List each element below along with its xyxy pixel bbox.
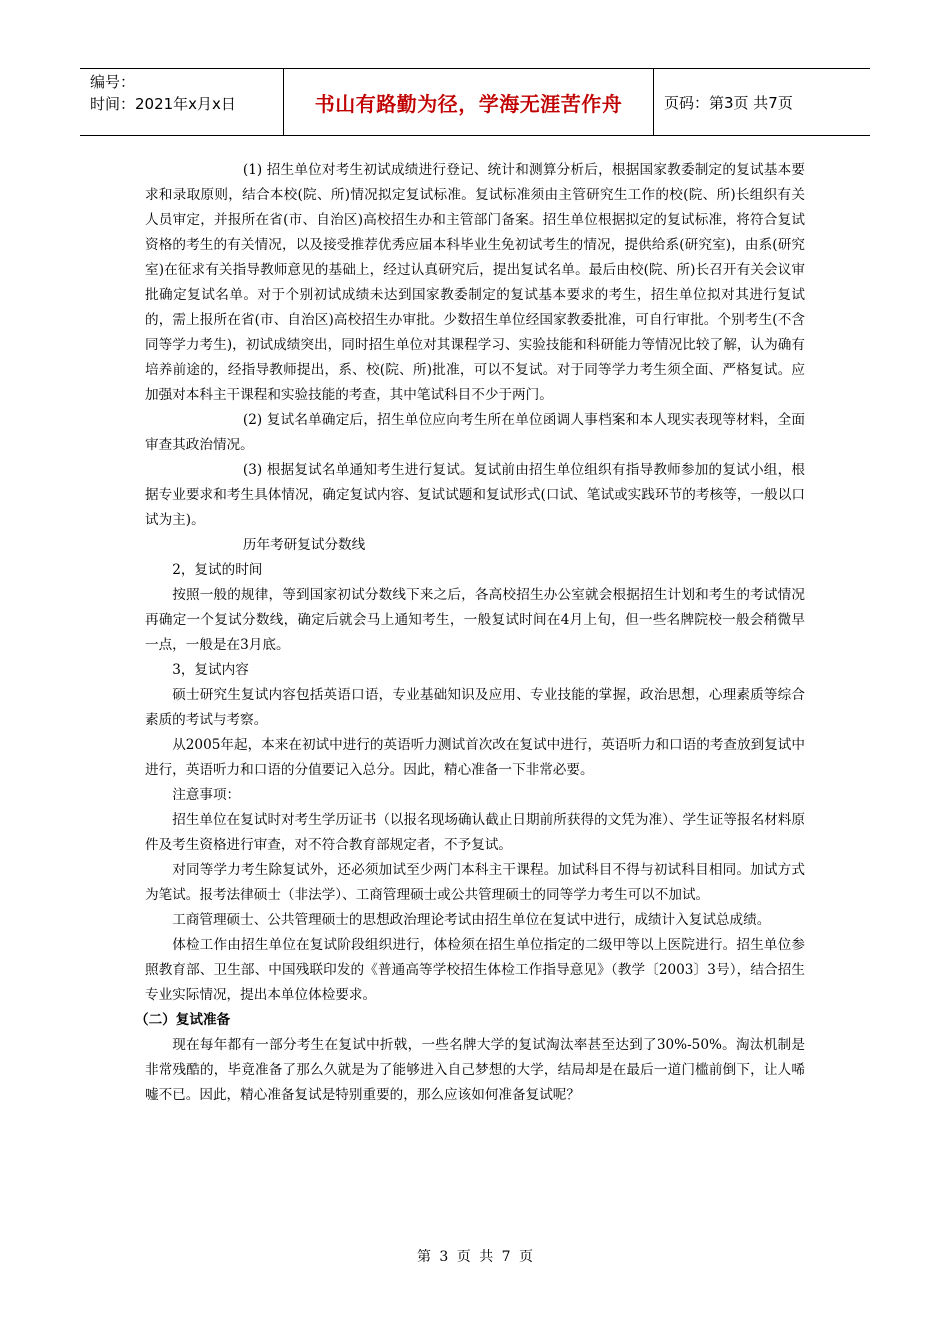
paragraph: 硕士研究生复试内容包括英语口语，专业基础知识及应用、专业技能的掌握，政治思想，心理素质等综合素质的考试与考察。	[145, 687, 805, 728]
document-body	[135, 158, 805, 1108]
paragraph: (3) 根据复试名单通知考生进行复试。复试前由招生单位组织有指导教师参加的复试小组，根据专业要求和考生具体情况，确定复试内容、复试试题和复试形式(口试、笔试或实践环节的考核等，一般以口试为主)。	[145, 462, 805, 528]
paragraph: 现在每年都有一部分考生在复试中折戟，一些名牌大学的复试淘汰率甚至达到了30%-50%。淘汰机制是非常残酷的，毕竟准备了那么久就是为了能够进入自己梦想的大学，结局却是在最后一道门槛前倒下，让人唏嘘不已。因此，精心准备复试是特别重要的，那么应该如何准备复试呢？	[145, 1037, 805, 1103]
header-motto: 书山有路勤为径，学海无涯苦作舟	[284, 69, 654, 135]
paragraph: (1) 招生单位对考生初试成绩进行登记、统计和测算分析后，根据国家教委制定的复试基本要求和录取原则，结合本校(院、所)情况拟定复试标准。复试标准须由主管研究生工作的校(院、所)长组织有关人员审定，并报所在省(市、自治区)高校招生办和主管部门备案。招生单位根据拟定的复试标准，将符合复试资格的考生的有关情况，以及接受推荐优秀应届本科毕业生免初试考生的情况，提供给系(研究室)，由系(研究室)在征求有关指导教师意见的基础上，经过认真研究后，提出复试名单。最后由校(院、所)长召开有关会议审批确定复试名单。对于个别初试成绩未达到国家教委制定的复试基本要求的考生，招生单位拟对其进行复试的，需上报所在省(市、自治区)高校招生办审批。少数招生单位经国家教委批准，可自行审批。个别考生(不含同等学力考生)，初试成绩突出，同时招生单位对其课程学习、实验技能和科研能力等情况比较了解，认为确有培养前途的，经指导教师提出，系、校(院、所)批准，可以不复试。对于同等学力考生须全面、严格复试。应加强对本科主干课程和实验技能的考查，其中笔试科目不少于两门。	[145, 162, 805, 403]
paragraph: (2) 复试名单确定后，招生单位应向考生所在单位函调人事档案和本人现实表现等材料，全面审查其政治情况。	[145, 412, 805, 453]
paragraph: 2，复试的时间	[172, 562, 263, 578]
paragraph: 3，复试内容	[172, 662, 249, 678]
header-page-label: 页码：第3页 共7页	[664, 93, 793, 112]
paragraph: 对同等学力考生除复试外，还必须加试至少两门本科主干课程。加试科目不得与初试科目相同。加试方式为笔试。报考法律硕士（非法学）、工商管理硕士或公共管理硕士的同等学力考生可以不加试。	[145, 862, 805, 903]
document-date-label: 时间：2021年x月x日	[90, 95, 236, 113]
paragraph: 按照一般的规律，等到国家初试分数线下来之后，各高校招生办公室就会根据招生计划和考生的考试情况再确定一个复试分数线，确定后就会马上通知考生，一般复试时间在4月上旬，但一些名牌院校一般会稍微早一点，一般是在3月底。	[145, 587, 805, 653]
paragraph: 历年考研复试分数线	[242, 537, 366, 553]
section-heading: （二）复试准备	[135, 1012, 231, 1028]
paragraph: 招生单位在复试时对考生学历证书（以报名现场确认截止日期前所获得的文凭为准）、学生证等报名材料原件及考生资格进行审查，对不符合教育部规定者，不予复试。	[145, 812, 805, 853]
page-footer: 第 3 页 共 7 页	[416, 1249, 534, 1265]
paragraph: 注意事项：	[172, 787, 241, 803]
document-number-label: 编号：	[90, 73, 136, 91]
paragraph: 体检工作由招生单位在复试阶段组织进行，体检须在招生单位指定的二级甲等以上医院进行。招生单位参照教育部、卫生部、中国残联印发的《普通高等学校招生体检工作指导意见》（教学〔2003〕3号），结合招生专业实际情况，提出本单位体检要求。	[145, 937, 805, 1003]
page-header	[80, 68, 870, 136]
paragraph: 工商管理硕士、公共管理硕士的思想政治理论考试由招生单位在复试中进行，成绩计入复试总成绩。	[172, 912, 771, 928]
header-meta	[80, 69, 284, 135]
paragraph: 从2005年起，本来在初试中进行的英语听力测试首次改在复试中进行，英语听力和口语的考查放到复试中进行，英语听力和口语的分值要记入总分。因此，精心准备一下非常必要。	[145, 737, 805, 778]
